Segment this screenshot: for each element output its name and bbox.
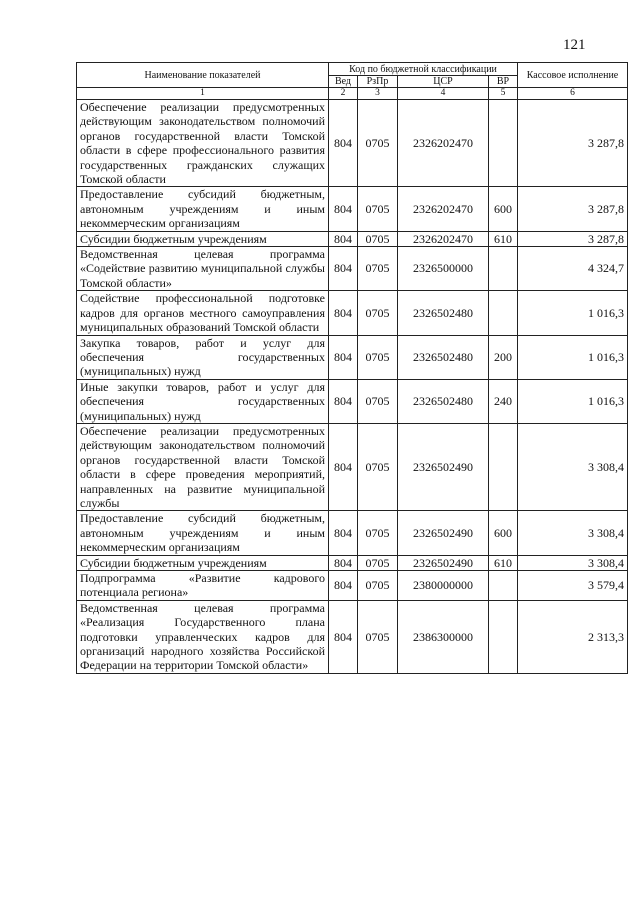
header-code-group: Код по бюджетной классификации [329, 63, 518, 76]
row-name: Закупка товаров, работ и услуг для обеспечения государственных (муниципальных) нужд [77, 335, 329, 379]
row-amount: 3 287,8 [518, 100, 628, 187]
header-csr: ЦСР [398, 76, 489, 88]
row-ved: 804 [329, 335, 358, 379]
row-amount: 3 287,8 [518, 231, 628, 246]
row-rzpr: 0705 [358, 555, 398, 570]
row-csr: 2386300000 [398, 600, 489, 673]
row-csr: 2326202470 [398, 187, 489, 231]
row-amount: 1 016,3 [518, 379, 628, 423]
row-rzpr: 0705 [358, 247, 398, 291]
row-rzpr: 0705 [358, 600, 398, 673]
row-ved: 804 [329, 247, 358, 291]
row-rzpr: 0705 [358, 231, 398, 246]
row-name: Ведомственная целевая программа «Реализация Государственного плана подготовки управленческих кадров для организаций народного хозяйства Российской Федерации на территории Томской области» [77, 600, 329, 673]
row-csr: 2326502490 [398, 511, 489, 555]
row-vr: 200 [489, 335, 518, 379]
row-csr: 2326202470 [398, 231, 489, 246]
table-row [77, 571, 628, 601]
row-name: Обеспечение реализации предусмотренных действующим законодательством полномочий органов государственной власти Томской области в сфере профессионального развития государственных гражданских служащих Томской области [77, 100, 329, 187]
table-row [77, 555, 628, 570]
row-vr [489, 247, 518, 291]
row-amount: 3 579,4 [518, 571, 628, 601]
row-amount: 4 324,7 [518, 247, 628, 291]
row-vr [489, 423, 518, 510]
row-amount: 2 313,3 [518, 600, 628, 673]
row-rzpr: 0705 [358, 335, 398, 379]
row-ved: 804 [329, 571, 358, 601]
row-name: Ведомственная целевая программа «Содействие развитию муниципальной службы Томской области» [77, 247, 329, 291]
row-ved: 804 [329, 187, 358, 231]
table-row [77, 335, 628, 379]
header-ved: Вед [329, 76, 358, 88]
row-name: Субсидии бюджетным учреждениям [77, 555, 329, 570]
row-amount: 3 308,4 [518, 423, 628, 510]
row-rzpr: 0705 [358, 100, 398, 187]
table-row [77, 600, 628, 673]
row-rzpr: 0705 [358, 379, 398, 423]
row-rzpr: 0705 [358, 291, 398, 335]
row-amount: 3 308,4 [518, 555, 628, 570]
row-amount: 3 308,4 [518, 511, 628, 555]
table-row [77, 379, 628, 423]
row-amount: 1 016,3 [518, 335, 628, 379]
row-ved: 804 [329, 423, 358, 510]
column-number: 1 [77, 88, 329, 100]
row-vr: 610 [489, 231, 518, 246]
row-ved: 804 [329, 231, 358, 246]
row-name: Содействие профессиональной подготовке кадров для органов местного самоуправления муниципальных образований Томской области [77, 291, 329, 335]
row-vr: 610 [489, 555, 518, 570]
header-rzpr: РзПр [358, 76, 398, 88]
row-csr: 2326502480 [398, 335, 489, 379]
row-ved: 804 [329, 511, 358, 555]
header-name-column: Наименование показателей [77, 63, 329, 88]
table-row [77, 291, 628, 335]
row-name: Обеспечение реализации предусмотренных действующим законодательством полномочий органов государственной власти Томской области в сфере проведения мероприятий, направленных на развитие муниципальной службы [77, 423, 329, 510]
row-name: Подпрограмма «Развитие кадрового потенциала региона» [77, 571, 329, 601]
row-ved: 804 [329, 555, 358, 570]
row-vr: 600 [489, 511, 518, 555]
row-csr: 2326500000 [398, 247, 489, 291]
row-csr: 2380000000 [398, 571, 489, 601]
table-row [77, 187, 628, 231]
column-number: 2 [329, 88, 358, 100]
row-name: Иные закупки товаров, работ и услуг для обеспечения государственных (муниципальных) нужд [77, 379, 329, 423]
row-name: Предоставление субсидий бюджетным, автономным учреждениям и иным некоммерческим организациям [77, 511, 329, 555]
row-vr: 600 [489, 187, 518, 231]
row-name: Предоставление субсидий бюджетным, автономным учреждениям и иным некоммерческим организациям [77, 187, 329, 231]
table-row [77, 423, 628, 510]
row-vr [489, 100, 518, 187]
row-vr: 240 [489, 379, 518, 423]
table-row [77, 231, 628, 246]
row-vr [489, 291, 518, 335]
row-vr [489, 571, 518, 601]
row-ved: 804 [329, 100, 358, 187]
row-csr: 2326502480 [398, 291, 489, 335]
page-number: 121 [563, 37, 586, 53]
row-ved: 804 [329, 600, 358, 673]
row-vr [489, 600, 518, 673]
table-body [77, 100, 628, 674]
row-name: Субсидии бюджетным учреждениям [77, 231, 329, 246]
column-number: 5 [489, 88, 518, 100]
row-rzpr: 0705 [358, 511, 398, 555]
row-csr: 2326502490 [398, 555, 489, 570]
row-csr: 2326502480 [398, 379, 489, 423]
table-row [77, 511, 628, 555]
header-cash-execution: Кассовое исполнение [518, 63, 628, 88]
row-ved: 804 [329, 379, 358, 423]
row-rzpr: 0705 [358, 571, 398, 601]
column-number: 3 [358, 88, 398, 100]
row-ved: 804 [329, 291, 358, 335]
row-rzpr: 0705 [358, 423, 398, 510]
row-rzpr: 0705 [358, 187, 398, 231]
row-csr: 2326202470 [398, 100, 489, 187]
column-number: 4 [398, 88, 489, 100]
budget-table [76, 62, 628, 674]
row-amount: 1 016,3 [518, 291, 628, 335]
table-row [77, 100, 628, 187]
row-csr: 2326502490 [398, 423, 489, 510]
table-row [77, 247, 628, 291]
row-amount: 3 287,8 [518, 187, 628, 231]
header-vr: ВР [489, 76, 518, 88]
column-number: 6 [518, 88, 628, 100]
